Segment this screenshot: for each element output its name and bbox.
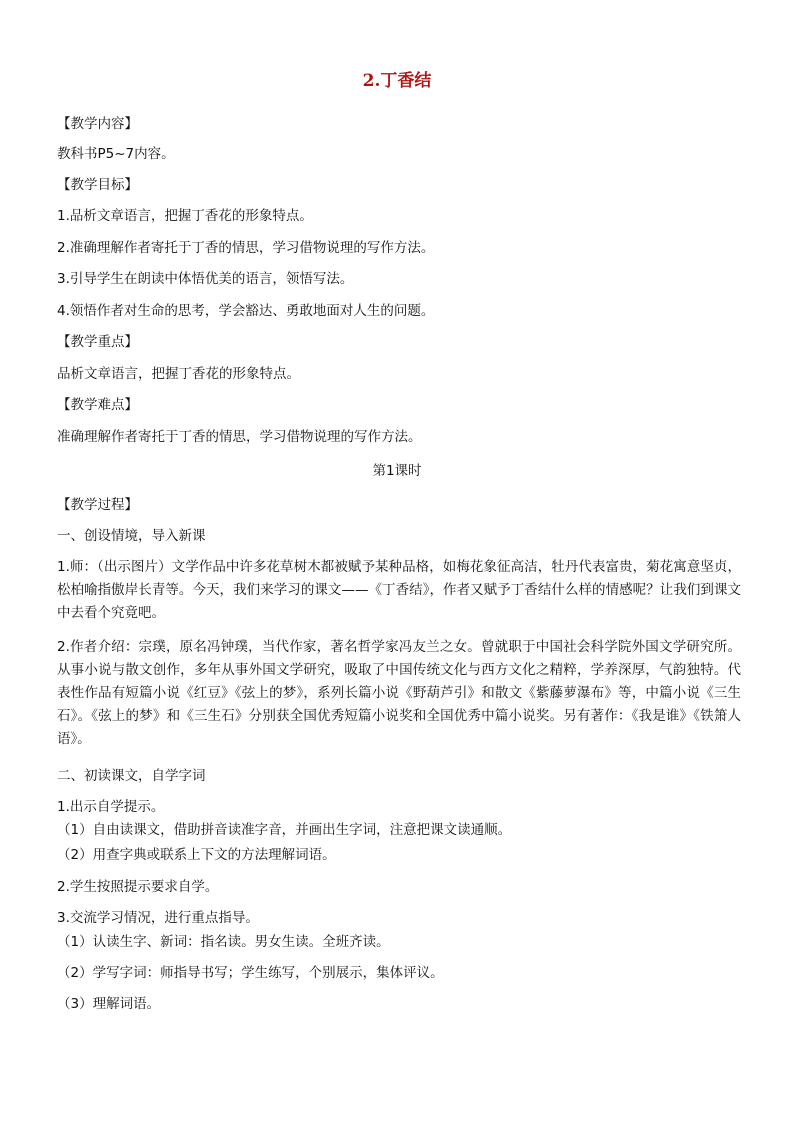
part-two-heading: 二、初读课文，自学字词 (57, 768, 206, 784)
step-item: 1.出示自学提示。 (57, 799, 165, 815)
difficult-text: 准确理解作者寄托于丁香的情思，学习借物说理的写作方法。 (57, 429, 422, 445)
step-subitem: （1）自由读课文，借助拼音读准字音，并画出生字词，注意把课文读通顺。 (57, 822, 512, 838)
step-item: 2.学生按照提示要求自学。 (57, 879, 219, 895)
content-text: 教科书P5~7内容。 (57, 146, 175, 162)
goal-item: 1.品析文章语言，把握丁香花的形象特点。 (57, 208, 313, 224)
goal-item: 3.引导学生在朗读中体悟优美的语言，领悟写法。 (57, 271, 354, 287)
step-item: 3.交流学习情况，进行重点指导。 (57, 910, 259, 926)
paragraph-author: 2.作者介绍：宗璞，原名冯钟璞，当代作家，著名哲学家冯友兰之女。曾就职于中国社会科学院外国文学研究所。从事小说与散文创作，多年从事外国文学研究，吸取了中国传统文化与西方文化之精粹，学养深厚，气韵独特。代表性作品有短篇小说《红豆》《弦上的梦》，系列长篇小说《野葫芦引》和散文《紫藤萝瀑布》等，中篇小说《三生石》。《弦上的梦》和《三生石》分别获全国优秀短篇小说奖和全国优秀中篇小说奖。另有著作：《我是谁》《铁箫人语》。 (57, 639, 741, 747)
section-heading-key: 【教学重点】 (57, 334, 138, 350)
section-heading-process: 【教学过程】 (57, 497, 138, 513)
paragraph-intro: 1.师：（出示图片）文学作品中许多花草树木都被赋予某种品格，如梅花象征高洁，牡丹代表富贵，菊花寓意坚贞，松柏喻指傲岸长青等。今天，我们来学习的课文——《丁香结》，作者又赋予丁香结什么样的情感呢？让我们到课文中去看个究竟吧。 (57, 559, 741, 621)
page-title: 2.丁香结 (362, 71, 432, 91)
part-one-heading: 一、创设情境，导入新课 (57, 528, 206, 544)
section-heading-difficult: 【教学难点】 (57, 397, 138, 413)
step-subitem: （2）学写字词：师指导书写；学生练写，个别展示，集体评议。 (57, 965, 444, 981)
goal-item: 4.领悟作者对生命的思考，学会豁达、勇敢地面对人生的问题。 (57, 303, 435, 319)
section-heading-goals: 【教学目标】 (57, 177, 138, 193)
step-subitem: （1）认读生字、新词：指名读。男女生读。全班齐读。 (57, 934, 390, 950)
lesson-label: 第1课时 (372, 463, 422, 479)
key-text: 品析文章语言，把握丁香花的形象特点。 (57, 366, 300, 382)
step-subitem: （3）理解词语。 (57, 996, 161, 1012)
section-heading-content: 【教学内容】 (57, 116, 138, 132)
step-subitem: （2）用查字典或联系上下文的方法理解词语。 (57, 847, 336, 863)
goal-item: 2.准确理解作者寄托于丁香的情思，学习借物说理的写作方法。 (57, 240, 435, 256)
